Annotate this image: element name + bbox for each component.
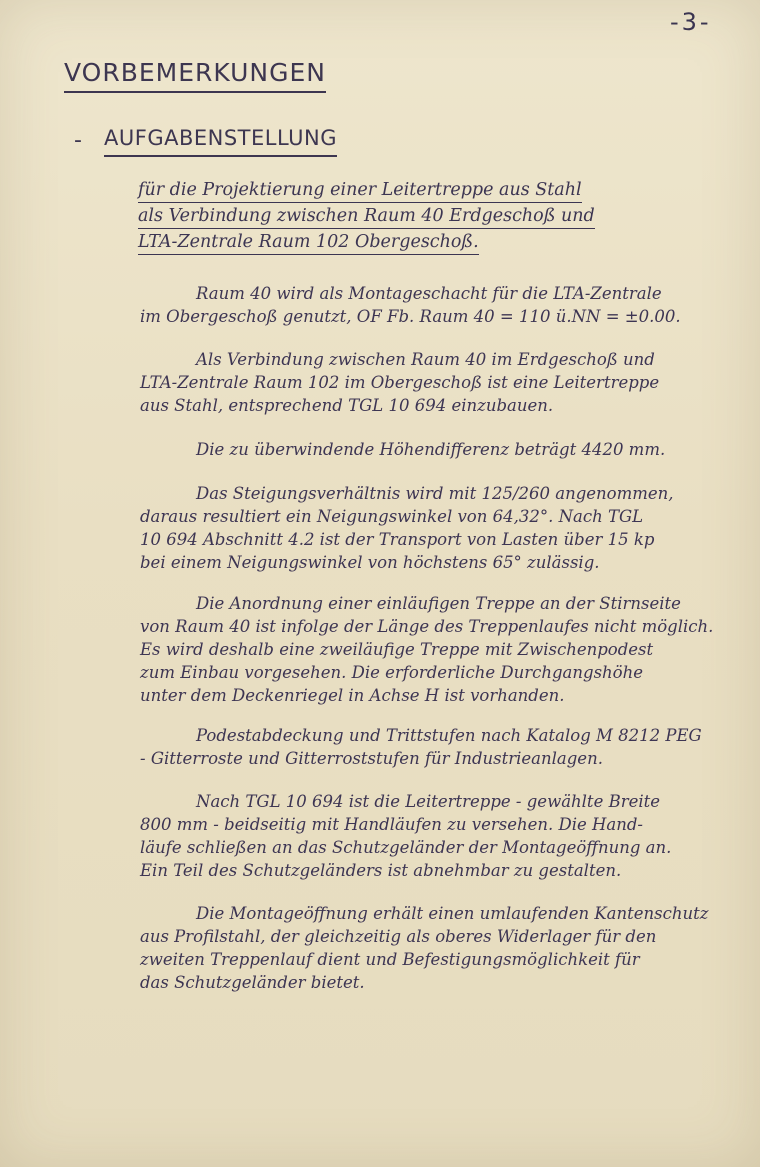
subheading-dash: - [74,128,82,153]
paragraph-line: zweiten Treppenlauf dient und Befestigungsmöglichkeit für [140,950,640,969]
section-heading: AUFGABENSTELLUNG [104,126,337,157]
paragraph-line: im Obergeschoß genutzt, OF Fb. Raum 40 = 110 ü.NN = ±0.00. [140,307,681,326]
paragraph-line: Nach TGL 10 694 ist die Leitertreppe - gewählte Breite [196,792,661,811]
paragraph [140,592,738,707]
paragraph-line: läufe schließen an das Schutzgeländer der Montageöffnung an. [140,838,672,857]
paragraph-line: zum Einbau vorgesehen. Die erforderliche Durchgangshöhe [140,663,644,682]
paragraph-line: aus Profilstahl, der gleichzeitig als oberes Widerlager für den [140,927,657,946]
paragraph-line: 10 694 Abschnitt 4.2 ist der Transport von Lasten über 15 kp [140,530,655,549]
paragraph-line: unter dem Deckenriegel in Achse H ist vorhanden. [140,686,565,705]
paragraph [140,438,738,461]
paragraph-line: Es wird deshalb eine zweiläufige Treppe mit Zwischenpodest [140,640,654,659]
paragraph [140,790,738,882]
task-line: für die Projektierung einer Leitertreppe aus Stahl [138,180,582,203]
page-heading: VORBEMERKUNGEN [64,58,326,93]
paragraph [140,482,738,574]
task-line: LTA-Zentrale Raum 102 Obergeschoß. [138,232,479,255]
paragraph-line: - Gitterroste und Gitterroststufen für Industrieanlagen. [140,749,603,768]
paragraph-line: das Schutzgeländer bietet. [140,973,365,992]
task-line: als Verbindung zwischen Raum 40 Erdgeschoß und [138,206,595,229]
paragraph [140,724,738,770]
paragraph-line: Raum 40 wird als Montageschacht für die LTA-Zentrale [196,284,662,303]
paragraph-line: daraus resultiert ein Neigungswinkel von 64,32°. Nach TGL [140,507,644,526]
paragraph-line: Als Verbindung zwischen Raum 40 im Erdgeschoß und [196,350,655,369]
paragraph [140,902,738,994]
paragraph-line: Das Steigungsverhältnis wird mit 125/260 angenommen, [196,484,674,503]
page-number: -3- [670,8,712,36]
paragraph-line: Ein Teil des Schutzgeländers ist abnehmbar zu gestalten. [140,861,622,880]
paragraph-line: aus Stahl, entsprechend TGL 10 694 einzubauen. [140,396,554,415]
paragraph-line: 800 mm - beidseitig mit Handläufen zu versehen. Die Hand- [140,815,643,834]
paragraph-line: Die Montageöffnung erhält einen umlaufenden Kantenschutz [196,904,709,923]
paragraph [140,348,738,417]
paragraph-line: Die Anordnung einer einläufigen Treppe an der Stirnseite [196,594,681,613]
paragraph-line: von Raum 40 ist infolge der Länge des Treppenlaufes nicht möglich. [140,617,714,636]
paragraph-line: bei einem Neigungswinkel von höchstens 65° zulässig. [140,553,600,572]
paragraph-line: LTA-Zentrale Raum 102 im Obergeschoß ist eine Leitertreppe [140,373,660,392]
paragraph-line: Podestabdeckung und Trittstufen nach Katalog M 8212 PEG [196,726,702,745]
paragraph-line: Die zu überwindende Höhendifferenz beträgt 4420 mm. [196,440,666,459]
paragraph [140,282,738,328]
